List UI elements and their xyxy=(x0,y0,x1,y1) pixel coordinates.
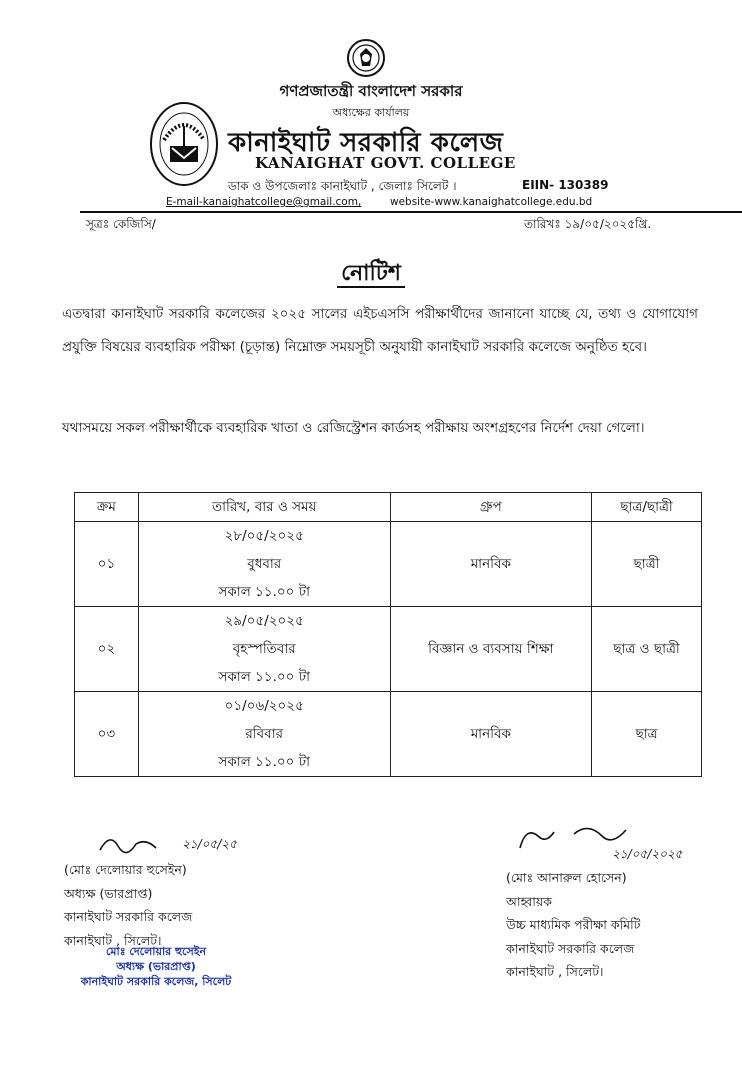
header-group: গ্রুপ xyxy=(390,493,592,522)
principal-title: অধ্যক্ষ (ভারপ্রাপ্ত) xyxy=(64,885,153,901)
notice-title xyxy=(0,256,742,293)
memo-date: তারিখঃ ১৯/০৫/২০২৫খ্রি. xyxy=(524,217,652,231)
row-group: মানবিক xyxy=(390,692,592,777)
row-students: ছাত্র ও ছাত্রী xyxy=(592,607,702,692)
row-time: সকাল ১১.০০ টা xyxy=(218,584,310,600)
eiin-number: EIIN- 130389 xyxy=(522,178,609,192)
principal-signature xyxy=(96,826,246,860)
row-datetime xyxy=(138,522,390,607)
table-header-row xyxy=(75,493,702,522)
header-divider xyxy=(80,211,742,213)
convener-signature xyxy=(516,818,706,864)
header-date-day-time: তারিখ, বার ও সময় xyxy=(138,493,390,522)
convener-signature-block xyxy=(506,866,640,984)
principal-place: কানাইঘাট , সিলেট। xyxy=(64,932,162,948)
schedule-table xyxy=(74,492,702,777)
principal-org: কানাইঘাট সরকারি কলেজ xyxy=(64,909,193,924)
row-date: ২৯/০৫/২০২৫ xyxy=(224,613,304,629)
convener-role: আহ্বায়ক xyxy=(506,893,552,909)
row-serial: ০৩ xyxy=(75,692,139,777)
row-date: ০১/০৬/২০২৫ xyxy=(224,698,304,714)
row-group: বিজ্ঞান ও ব্যবসায় শিক্ষা xyxy=(390,607,592,692)
row-datetime xyxy=(138,692,390,777)
stamp-title: অধ্যক্ষ (ভারপ্রাপ্ত) xyxy=(116,960,196,973)
principal-name: (মোঃ দেলোয়ার হুসেইন) xyxy=(64,862,187,877)
row-day: বৃহস্পতিবার xyxy=(232,641,296,657)
row-date: ২৮/০৫/২০২৫ xyxy=(224,528,304,544)
row-time: সকাল ১১.০০ টা xyxy=(218,669,310,685)
principal-seal-stamp xyxy=(66,944,246,989)
website-link[interactable]: website-www.kanaighatcollege.edu.bd xyxy=(390,196,593,208)
table-row xyxy=(75,692,702,777)
table-row xyxy=(75,607,702,692)
row-students: ছাত্রী xyxy=(592,522,702,607)
convener-org: কানাইঘাট সরকারি কলেজ xyxy=(506,940,635,956)
government-name: গণপ্রজাতন্ত্রী বাংলাদেশ সরকার xyxy=(279,82,463,100)
header-serial: ক্রম xyxy=(75,493,139,522)
convener-committee: উচ্চ মাধ্যমিক পরীক্ষা কমিটি xyxy=(506,917,641,932)
row-serial: ০১ xyxy=(75,522,139,607)
row-datetime xyxy=(138,607,390,692)
principal-signature-date: ২১/০৫/২৫ xyxy=(182,837,237,851)
stamp-org: কানাইঘাট সরকারি কলেজ, সিলেট xyxy=(80,975,232,988)
college-name-english: KANAIGHAT GOVT. COLLEGE xyxy=(255,154,516,172)
memo-reference: সূত্রঃ কেজিসি/ xyxy=(86,217,156,231)
row-day: রবিবার xyxy=(245,726,284,742)
convener-name: (মোঃ আনারুল হোসেন) xyxy=(506,870,627,885)
college-address: ডাক ও উপজেলাঃ কানাইঘাট , জেলাঃ সিলেট । xyxy=(228,179,457,193)
header-students: ছাত্র/ছাত্রী xyxy=(592,493,702,522)
stamp-name: মোঃ দেলোয়ার হুসেইন xyxy=(105,945,207,958)
row-time: সকাল ১১.০০ টা xyxy=(218,754,310,770)
convener-signature-date: ২১/০৫/২০২৫ xyxy=(612,847,683,861)
college-logo xyxy=(148,100,220,188)
table-row xyxy=(75,522,702,607)
college-name-bangla: কানাইঘাট সরকারি কলেজ xyxy=(228,128,504,158)
notice-paragraph-2: যথাসময়ে সকল পরীক্ষার্থীকে ব্যবহারিক খাতা ও রেজিস্ট্রেশন কার্ডসহ পরীক্ষায় অংশগ্রহণের নির্দেশ দেয়া গেলো। xyxy=(62,420,645,436)
convener-place: কানাইঘাট , সিলেট। xyxy=(506,964,604,979)
office-name: অধ্যক্ষের কার্যালয় xyxy=(332,106,410,119)
principal-signature-block xyxy=(64,858,192,952)
row-day: বুধবার xyxy=(247,556,282,572)
row-group: মানবিক xyxy=(390,522,592,607)
row-students: ছাত্র xyxy=(592,692,702,777)
email-link[interactable]: E-mail-kanaighatcollege@gmail.com, xyxy=(166,196,362,208)
notice-paragraph-1: এতদ্বারা কানাইঘাট সরকারি কলেজের ২০২৫ সালের এইচএসসি পরীক্ষার্থীদের জানানো যাচ্ছে যে, তথ্য ও যোগাযোগ প্রযুক্তি বিষয়ের ব্যবহারিক পরীক্ষা (চূড়ান্ত) নিম্নোক্ত সময়সূচী অনুযায়ী কানাইঘাট সরকারি কলেজে অনুষ্ঠিত হবে। xyxy=(62,306,698,355)
notice-title-text: নোটিশ xyxy=(337,261,405,288)
government-emblem xyxy=(346,38,386,78)
row-serial: ০২ xyxy=(75,607,139,692)
